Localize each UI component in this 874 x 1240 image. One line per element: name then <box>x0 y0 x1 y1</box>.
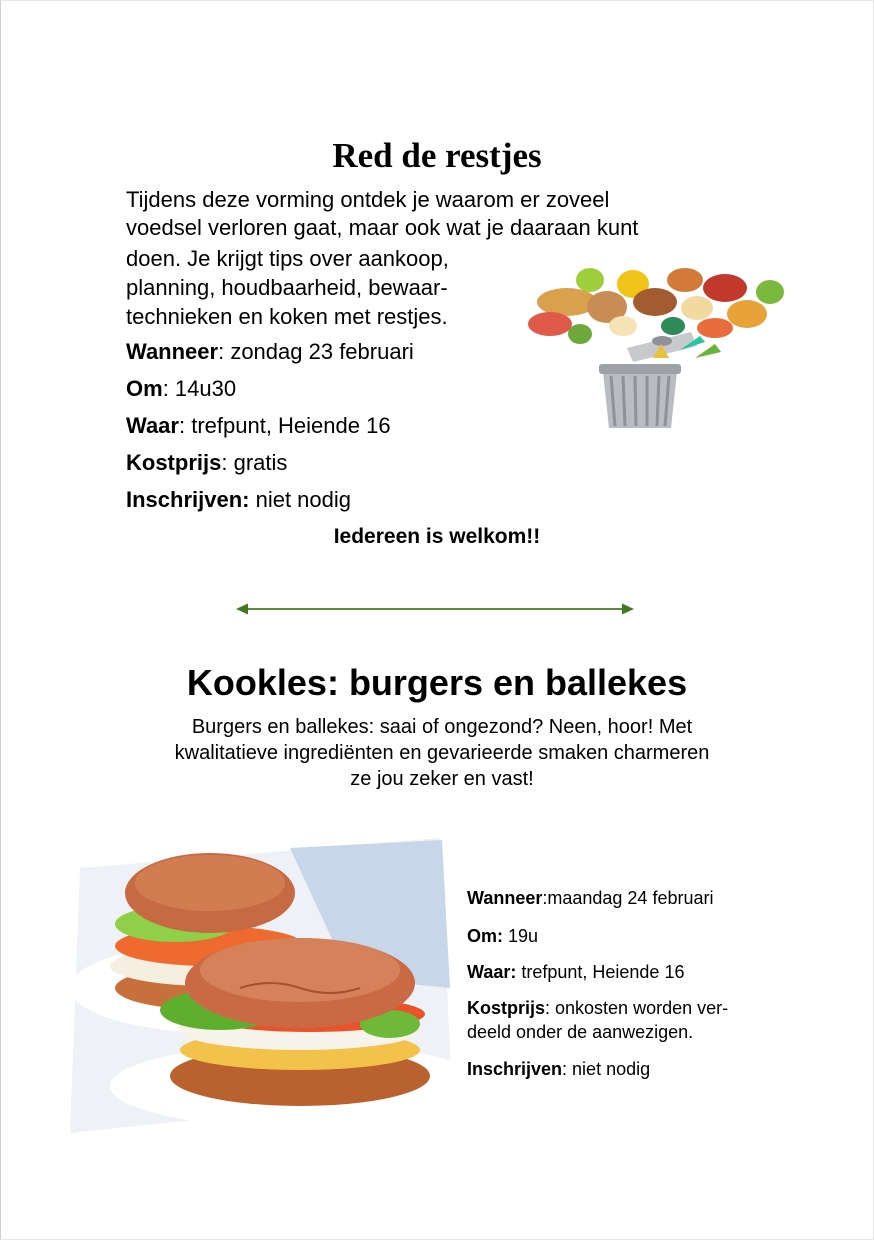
event1-when-value: : zondag 23 februari <box>218 339 414 364</box>
event1-register-value: niet nodig <box>249 487 352 512</box>
event2-register-value: : niet nodig <box>562 1059 651 1079</box>
event2-where-value: trefpunt, Heiende 16 <box>516 962 685 982</box>
food-waste-trashcan-image <box>515 262 790 432</box>
event1-register-label: Inschrijven: <box>126 487 250 512</box>
event2-time-value: 19u <box>503 926 539 946</box>
event2-time-label: Om: <box>467 926 503 946</box>
event1-title: Red de restjes <box>332 136 542 175</box>
event1-when <box>126 338 546 366</box>
event1-intro-line: doen. Je krijgt tips over aankoop, <box>126 246 449 271</box>
event2-intro-line: ze jou zeker en vast! <box>350 768 534 790</box>
event1-intro-line: voedsel verloren gaat, maar ook wat je daaraan kunt <box>126 215 639 240</box>
event2-cost-value-cont: deeld onder de aanwezigen. <box>467 1022 694 1042</box>
event2-when-value: :maandag 24 februari <box>542 888 714 908</box>
event1-cost-label: Kostprijs <box>126 450 222 475</box>
event2-cost-value: : onkosten worden ver- <box>545 998 729 1018</box>
event2-where <box>467 960 797 984</box>
burger-image <box>70 838 452 1133</box>
event2-time <box>467 924 797 948</box>
event1-intro-line: technieken en koken met restjes. <box>126 304 448 329</box>
event1-cost <box>126 449 546 477</box>
event2-cost-label: Kostprijs <box>467 998 546 1018</box>
event2-when <box>467 886 797 910</box>
event1-intro-line: planning, houdbaarheid, bewaar- <box>126 275 448 300</box>
event2-cost <box>467 996 797 1044</box>
event2-intro-line: kwalitatieve ingrediënten en gevarieerde smaken charmeren <box>174 742 710 764</box>
welcome-text: Iedereen is welkom!! <box>333 525 541 548</box>
event2-when-label: Wanneer <box>467 888 543 908</box>
event1-time-label: Om <box>126 376 163 401</box>
event1-register <box>126 486 546 514</box>
event1-where-label: Waar <box>126 413 179 438</box>
event1-when-label: Wanneer <box>126 339 219 364</box>
event1-intro-line: Tijdens deze vorming ontdek je waarom er zoveel <box>126 187 610 212</box>
event1-where-value: : trefpunt, Heiende 16 <box>178 413 391 438</box>
event1-intro-top <box>126 186 736 242</box>
event1-cost-value: : gratis <box>221 450 288 475</box>
event1-where <box>126 412 546 440</box>
event2-where-label: Waar: <box>467 962 517 982</box>
event2-register <box>467 1057 797 1081</box>
divider-arrow <box>234 601 636 617</box>
event1-time <box>126 375 546 403</box>
event1-time-value: : 14u30 <box>162 376 237 401</box>
event2-register-label: Inschrijven <box>467 1059 563 1079</box>
event2-title: Kookles: burgers en ballekes <box>186 662 688 703</box>
event2-intro-line: Burgers en ballekes: saai of ongezond? Neen, hoor! Met <box>191 716 693 738</box>
event1-intro-bottom <box>126 244 516 331</box>
